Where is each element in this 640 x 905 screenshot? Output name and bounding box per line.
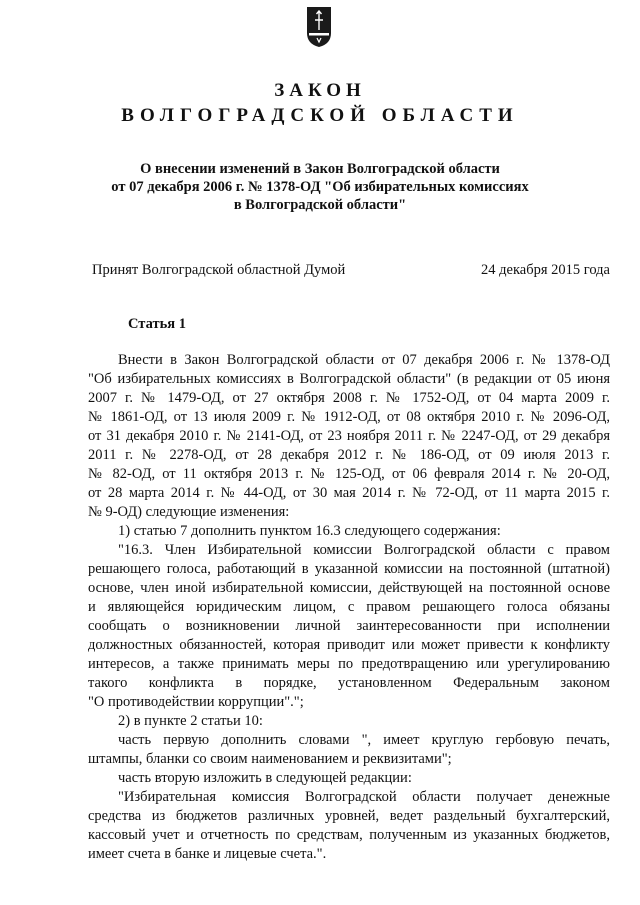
- subject-line: О внесении изменений в Закон Волгоградской области: [140, 161, 500, 177]
- body-line: основе, член иной избирательной комиссии, действующей на постоянной основе: [88, 580, 610, 596]
- body-line: сообщать о возникновении личной заинтересованности при исполнении: [88, 618, 610, 634]
- body-line: "16.3. Член Избирательной комиссии Волгоградской области с правом: [118, 542, 610, 558]
- body-line: от 31 декабря 2010 г. № 2141-ОД, от 23 ноября 2011 г. № 2247-ОД, от 29 декабря: [88, 428, 610, 444]
- body-line: такого конфликта в порядке, установленном Федеральным законом: [88, 675, 610, 691]
- body-line: "О противодействии коррупции".";: [88, 694, 304, 710]
- article-heading: Статья 1: [128, 316, 186, 332]
- body-line: штампы, бланки со своим наименованием и реквизитами";: [88, 751, 452, 767]
- body-line: и являющейся юридическим лицом, с правом решающего голоса обязаны: [88, 599, 610, 615]
- body-line: 2007 г. № 1479-ОД, от 27 октября 2008 г. № 1752-ОД, от 04 марта 2009 г.: [88, 390, 610, 406]
- region-title: ВОЛГОГРАДСКОЙ ОБЛАСТИ: [121, 105, 519, 126]
- body-line: 2) в пункте 2 статьи 10:: [118, 713, 263, 729]
- body-line: средства из бюджетов различных уровней, ведет раздельный бухгалтерский,: [88, 808, 610, 824]
- body-line: часть вторую изложить в следующей редакции:: [118, 770, 412, 786]
- body-line: "Избирательная комиссия Волгоградской области получает денежные: [118, 789, 610, 805]
- body-line: должностных обязанностей, которая приводит или может привести к конфликту: [88, 637, 610, 653]
- body-line: имеет счета в банке и лицевые счета.".: [88, 846, 327, 862]
- body-line: "Об избирательных комиссиях в Волгоградской области" (в редакции от 05 июня: [88, 371, 610, 387]
- law-title: ЗАКОН: [274, 80, 366, 101]
- subject-line: от 07 декабря 2006 г. № 1378-ОД "Об избирательных комиссиях: [111, 179, 529, 195]
- body-line: от 28 марта 2014 г. № 44-ОД, от 30 мая 2014 г. № 72-ОД, от 11 марта 2015 г.: [88, 485, 610, 501]
- coat-of-arms-icon: [306, 6, 332, 48]
- body-line: интересов, а также принимать меры по предотвращению или урегулированию: [88, 656, 610, 672]
- adoption-date: 24 декабря 2015 года: [481, 262, 610, 278]
- body-line: 1) статью 7 дополнить пунктом 16.3 следующего содержания:: [118, 523, 501, 539]
- body-line: № 1861-ОД, от 13 июля 2009 г. № 1912-ОД, от 08 октября 2010 г. № 2096-ОД,: [88, 409, 610, 425]
- law-subject: [60, 160, 580, 214]
- body-line: № 9-ОД) следующие изменения:: [88, 504, 290, 520]
- body-line: решающего голоса, работающий в указанной комиссии на постоянной (штатной): [88, 561, 610, 577]
- body-line: № 82-ОД, от 11 октября 2013 г. № 125-ОД, от 06 февраля 2014 г. № 20-ОД,: [88, 466, 610, 482]
- body-line: кассовый учет и отчетность по средствам, полученным из указанных бюджетов,: [88, 827, 610, 843]
- adopted-by: Принят Волгоградской областной Думой: [92, 262, 346, 278]
- body-line: Внести в Закон Волгоградской области от 07 декабря 2006 г. № 1378-ОД: [118, 352, 610, 368]
- body-line: 2011 г. № 2278-ОД, от 28 декабря 2012 г. № 186-ОД, от 09 июля 2013 г.: [88, 447, 610, 463]
- article-body: [88, 351, 610, 864]
- body-line: часть первую дополнить словами ", имеет круглую гербовую печать,: [118, 732, 610, 748]
- subject-line: в Волгоградской области": [233, 197, 407, 213]
